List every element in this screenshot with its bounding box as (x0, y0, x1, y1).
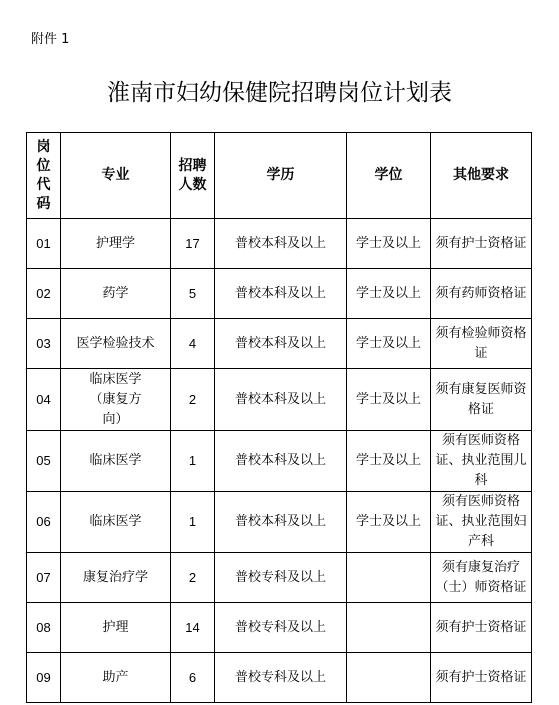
cell-other: 须有医师资格证、执业范围妇产科 (431, 492, 532, 553)
recruitment-plan-table (26, 132, 532, 703)
cell-degree: 学士及以上 (347, 269, 431, 319)
cell-education: 普校本科及以上 (215, 492, 347, 553)
cell-major: 助产 (61, 653, 171, 703)
cell-major: 医学检验技术 (61, 319, 171, 369)
cell-code: 06 (27, 492, 61, 553)
attachment-label: 附件 1 (31, 32, 70, 47)
cell-count: 17 (171, 219, 215, 269)
cell-degree (347, 653, 431, 703)
cell-count: 2 (171, 369, 215, 431)
cell-count: 4 (171, 319, 215, 369)
cell-code: 04 (27, 369, 61, 431)
cell-degree: 学士及以上 (347, 492, 431, 553)
cell-education: 普校专科及以上 (215, 553, 347, 603)
header-count: 招聘人数 (171, 133, 215, 219)
cell-count: 14 (171, 603, 215, 653)
cell-count: 6 (171, 653, 215, 703)
cell-degree (347, 553, 431, 603)
table-header-row (27, 133, 532, 219)
cell-code: 07 (27, 553, 61, 603)
cell-education: 普校本科及以上 (215, 431, 347, 492)
cell-major: 临床医学（康复方向） (61, 369, 171, 431)
cell-code: 08 (27, 603, 61, 653)
cell-degree: 学士及以上 (347, 431, 431, 492)
cell-major: 临床医学 (61, 492, 171, 553)
cell-code: 09 (27, 653, 61, 703)
cell-other: 须有康复医师资格证 (431, 369, 532, 431)
cell-other: 须有医师资格证、执业范围儿科 (431, 431, 532, 492)
cell-count: 5 (171, 269, 215, 319)
cell-count: 1 (171, 431, 215, 492)
cell-degree (347, 603, 431, 653)
table-row (27, 219, 532, 269)
cell-major: 药学 (61, 269, 171, 319)
cell-education: 普校本科及以上 (215, 219, 347, 269)
header-education: 学历 (215, 133, 347, 219)
cell-education: 普校专科及以上 (215, 653, 347, 703)
table-row (27, 269, 532, 319)
header-degree: 学位 (347, 133, 431, 219)
cell-count: 1 (171, 492, 215, 553)
cell-degree: 学士及以上 (347, 219, 431, 269)
cell-education: 普校本科及以上 (215, 369, 347, 431)
cell-code: 02 (27, 269, 61, 319)
cell-code: 03 (27, 319, 61, 369)
page-title: 淮南市妇幼保健院招聘岗位计划表 (107, 80, 452, 107)
cell-major: 护理 (61, 603, 171, 653)
table-row (27, 431, 532, 492)
table-row (27, 319, 532, 369)
cell-other: 须有检验师资格证 (431, 319, 532, 369)
cell-degree: 学士及以上 (347, 319, 431, 369)
cell-code: 01 (27, 219, 61, 269)
header-code: 岗位代码 (27, 133, 61, 219)
cell-major: 临床医学 (61, 431, 171, 492)
cell-major: 康复治疗学 (61, 553, 171, 603)
table-row (27, 553, 532, 603)
cell-education: 普校本科及以上 (215, 319, 347, 369)
header-other: 其他要求 (431, 133, 532, 219)
table-row (27, 603, 532, 653)
cell-degree: 学士及以上 (347, 369, 431, 431)
cell-code: 05 (27, 431, 61, 492)
cell-major: 护理学 (61, 219, 171, 269)
cell-education: 普校本科及以上 (215, 269, 347, 319)
table-row (27, 492, 532, 553)
cell-count: 2 (171, 553, 215, 603)
header-major: 专业 (61, 133, 171, 219)
cell-other: 须有药师资格证 (431, 269, 532, 319)
table-row (27, 653, 532, 703)
cell-other: 须有护士资格证 (431, 653, 532, 703)
cell-other: 须有护士资格证 (431, 219, 532, 269)
cell-other: 须有康复治疗（士）师资格证 (431, 553, 532, 603)
cell-other: 须有护士资格证 (431, 603, 532, 653)
table-row (27, 369, 532, 431)
cell-education: 普校专科及以上 (215, 603, 347, 653)
